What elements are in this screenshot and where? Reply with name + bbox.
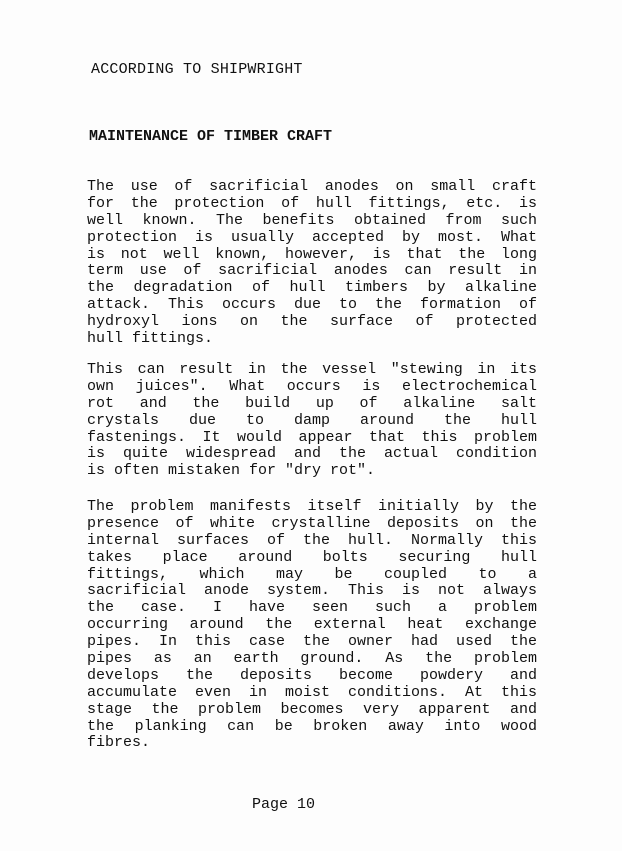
text-line: internal surfaces of the hull. Normally this (87, 531, 537, 549)
text-line: pipes as an earth ground. As the problem (87, 650, 537, 668)
text-line: stage the problem becomes very apparent and (87, 700, 537, 718)
text-line: The problem manifests itself initially by the (87, 498, 537, 515)
text-line: the degradation of hull timbers by alkaline (87, 279, 537, 297)
text-line: rot and the build up of alkaline salt (87, 394, 537, 412)
text-line: pipes. In this case the owner had used the (87, 633, 537, 651)
text-line: sacrificial anode system. This is not always (87, 582, 537, 600)
text-line: occurring around the external heat exchange (87, 616, 537, 634)
text-line: attack. This occurs due to the formation of (87, 296, 537, 314)
text-line: the case. I have seen such a problem (87, 599, 537, 617)
text-line: protection is usually accepted by most. What (87, 228, 537, 246)
text-line: is often mistaken for "dry rot". (87, 462, 376, 480)
text-line: well known. The benefits obtained from such (87, 211, 537, 229)
text-line: fittings, which may be coupled to a (87, 565, 537, 583)
article-title: MAINTENANCE OF TIMBER CRAFT (89, 128, 333, 145)
paragraph-3 (87, 499, 537, 752)
text-line: fibres. (87, 734, 151, 752)
text-line: the planking can be broken away into wood (87, 717, 537, 735)
text-line: develops the deposits become powdery and (87, 666, 537, 684)
text-line: The use of sacrificial anodes on small craft (87, 178, 537, 195)
text-line: This can result in the vessel "stewing in its (87, 361, 537, 378)
text-line: presence of white crystalline deposits on the (87, 514, 537, 532)
text-line: term use of sacrificial anodes can result in (87, 262, 537, 280)
text-line: is not well known, however, is that the long (87, 245, 537, 263)
text-line: is quite widespread and the actual condition (87, 445, 537, 463)
text-line: crystals due to damp around the hull (87, 411, 537, 429)
page-number: Page 10 (252, 796, 316, 813)
text-line: hull fittings. (87, 330, 214, 348)
text-line: for the protection of hull fittings, etc. is (87, 194, 537, 212)
running-header: ACCORDING TO SHIPWRIGHT (91, 61, 303, 78)
paragraph-1 (87, 179, 537, 348)
text-line: fastenings. It would appear that this problem (87, 428, 537, 446)
paragraph-2 (87, 362, 537, 480)
text-line: takes place around bolts securing hull (87, 548, 537, 566)
text-line: hydroxyl ions on the surface of protected (87, 313, 537, 331)
text-line: accumulate even in moist conditions. At this (87, 683, 537, 701)
text-line: own juices". What occurs is electrochemical (87, 377, 537, 395)
